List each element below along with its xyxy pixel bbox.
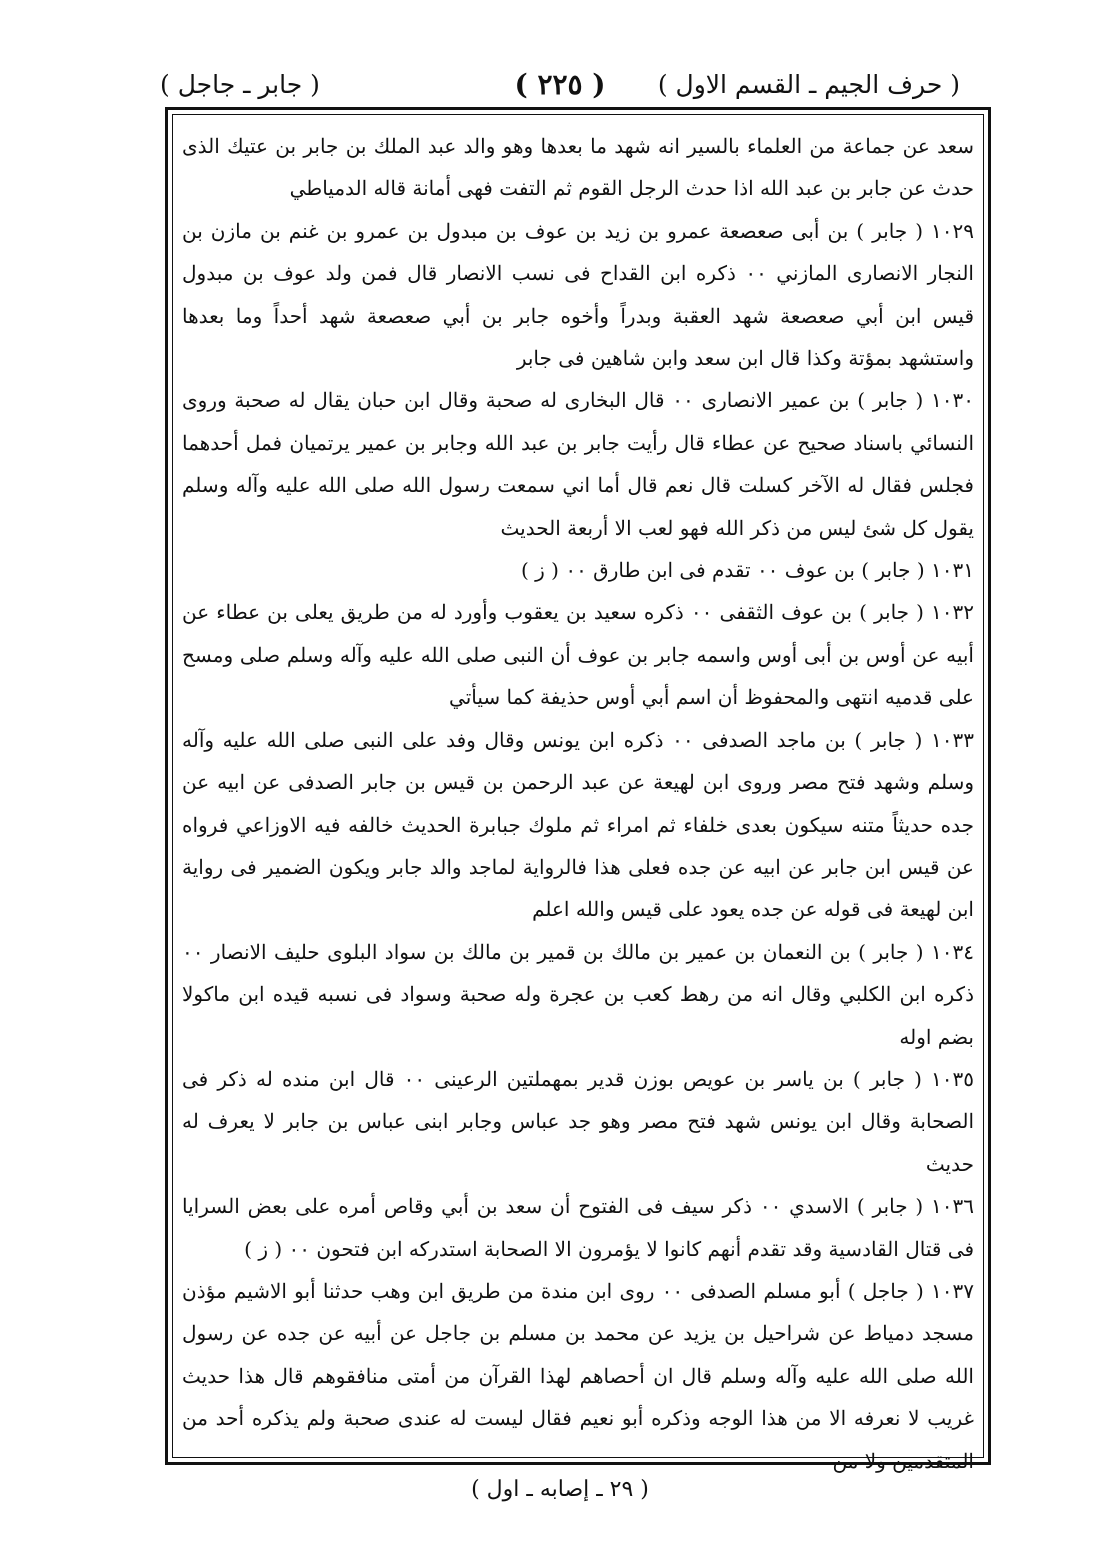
entry-1030: ١٠٣٠ ( جابر ) بن عمير الانصارى ٠٠ قال البخارى له صحبة وقال ابن حبان يقال له صحبة وروى النسائي باسناد صحيح عن عطاء قال رأيت جابر بن عبد الله وجابر بن عمير يرتميان فمل أحدهما فجلس فقال له الآخر كسلت قال نعم قال أما اني سمعت رسول الله صلى الله عليه وآله وسلم يقول كل شئ ليس من ذكر الله فهو لعب الا أربعة الحديث [182, 388, 974, 540]
paragraph-continuation: سعد عن جماعة من العلماء بالسير انه شهد ما بعدها وهو والد عبد الملك بن جابر بن عتيك الذى حدث عن جابر بن عبد الله اذا حدث الرجل القوم ثم التفت فهى أمانة قاله الدمياطي [182, 134, 974, 201]
entry-1036: ١٠٣٦ ( جابر ) الاسدي ٠٠ ذكر سيف فى الفتوح أن سعد بن أبي وقاص أمره على بعض السرايا فى قتال القادسية وقد تقدم أنهم كانوا لا يؤمرون الا الصحابة استدركه ابن فتحون ٠٠ ( ز ) [182, 1194, 975, 1261]
entry-1035: ١٠٣٥ ( جابر ) بن ياسر بن عويص بوزن قدير بمهملتين الرعينى ٠٠ قال ابن منده له ذكر فى الصحابة وقال ابن يونس شهد فتح مصر وهو جد عباس وجابر ابنى عباس بن جابر لا يعرف له حديث [182, 1066, 974, 1176]
entry-1033: ١٠٣٣ ( جابر ) بن ماجد الصدفى ٠٠ ذكره ابن يونس وقال وفد على النبى صلى الله عليه وآله وسلم وشهد فتح مصر وروى ابن لهيعة عن عبد الرحمن بن قيس بن جابر الصدفى عن ابيه عن جده حديثاً متنه سيكون بعدى خلفاء ثم امراء ثم ملوك جبابرة الحديث خالفه فيه الاوزاعي فرواه عن قيس ابن جابر عن ابيه عن جده فعلى هذا فالرواية لماجد والد جابر ويكون الضمير فى رواية ابن لهيعة فى قوله عن جده يعود على قيس والله اعلم [182, 727, 974, 922]
entry-1031: ١٠٣١ ( جابر ) بن عوف ٠٠ تقدم فى ابن طارق ٠٠ ( ز ) [520, 558, 974, 583]
entry-1034: ١٠٣٤ ( جابر ) بن النعمان بن عمير بن مالك بن قمير بن مالك بن سواد البلوى حليف الانصار ٠٠ ذكره ابن الكلبي وقال انه من رهط كعب بن عجرة وله صحبة وسواد فى نسبه قيده ابن ماكولا بضم اوله [182, 939, 974, 1049]
entry-range: ( جابر ـ جاجل ) [160, 70, 320, 99]
text-body [182, 125, 974, 1482]
entry-1037: ١٠٣٧ ( جاجل ) أبو مسلم الصدفى ٠٠ روى ابن مندة من طريق ابن وهب حدثنا أبو الاشيم مؤذن مسجد دمياط عن شراحيل بن يزيد عن محمد بن مسلم بن جاجل عن أبيه عن جده عن رسول الله صلى الله عليه وآله وسلم قال ان أحصاهم لهذا القرآن من أمتى منافقوهم قال هذا حديث غريب لا نعرفه الا من هذا الوجه وذكره أبو نعيم فقال ليست له عندى صحبة ولم يذكره أحد من المتقدمين ولا من [182, 1278, 974, 1473]
page-header [160, 60, 960, 110]
entry-1032: ١٠٣٢ ( جابر ) بن عوف الثقفى ٠٠ ذكره سعيد بن يعقوب وأورد له من طريق يعلى بن عطاء عن أبيه عن أوس بن أبى أوس واسمه جابر بن عوف أن النبى صلى الله عليه وآله وسلم صلى ومسح على قدميه انتهى والمحفوظ أن اسم أبي أوس حذيفة كما سيأتي [182, 600, 974, 710]
page-footer: ( ٢٩ ـ إصابه ـ اول ) [471, 1477, 649, 1502]
chapter-title: ( حرف الجيم ـ القسم الاول ) [657, 70, 960, 99]
entry-1029: ١٠٢٩ ( جابر ) بن أبى صعصعة عمرو بن زيد بن عوف بن مبدول بن عمرو بن غنم بن مازن بن النجار الانصارى المازني ٠٠ ذكره ابن القداح فى نسب الانصار قال فمن ولد عوف بن مبدول قيس ابن أبي صعصعة شهد العقبة وبدراً وأخوه جابر بن أبي صعصعة شهد أحداً وما بعدها واستشهد بمؤتة وكذا قال ابن سعد وابن شاهين فى جابر [182, 218, 974, 371]
page-number: ( ٢٢٥ ) [514, 68, 606, 101]
